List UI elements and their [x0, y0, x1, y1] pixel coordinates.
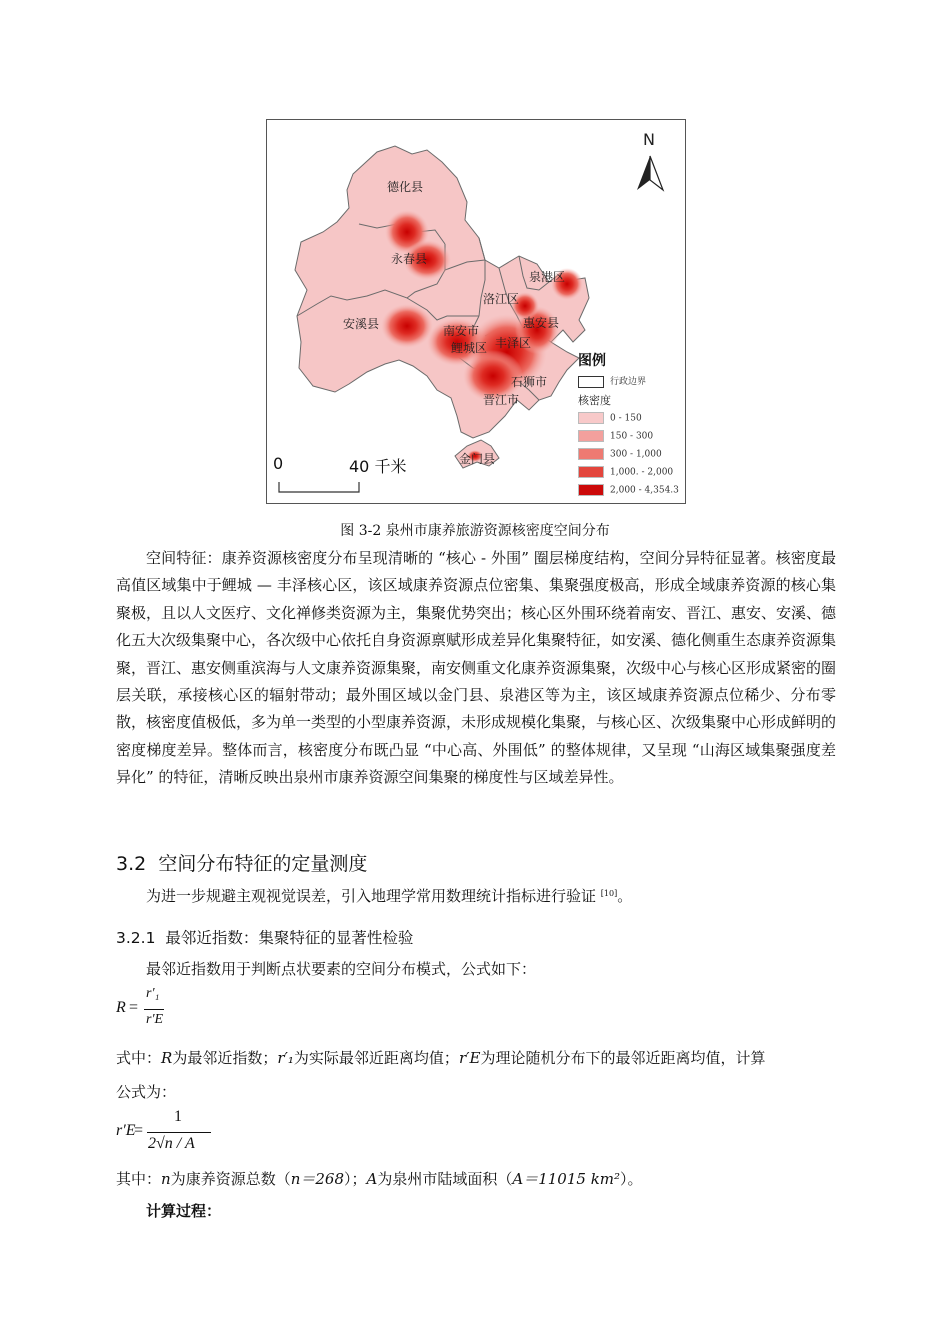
label-quangang: 泉港区 [529, 270, 566, 284]
subsection-number: 3.2.1 [116, 929, 156, 947]
calculation-label: 计算过程： [146, 1202, 222, 1220]
formula-explanation-1: 式中：R为最邻近指数；r′₁为实际最邻近距离均值；r′E为理论随机分布下的最邻近距离均值，计算 [116, 1049, 766, 1067]
label-shishi: 石狮市 [511, 375, 548, 389]
label-yongchun: 永春县 [391, 252, 428, 266]
swatch-1 [578, 412, 604, 424]
legend-class-1: 0 - 150 [578, 412, 642, 424]
boundary-swatch [578, 376, 604, 388]
label-huian: 惠安县 [523, 316, 560, 330]
formula-explanation-1b: 公式为： [116, 1083, 177, 1101]
section-heading [116, 849, 367, 876]
swatch-5 [578, 484, 604, 496]
swatch-2 [578, 430, 604, 442]
label-fengze: 丰泽区 [495, 336, 532, 350]
legend-density-title: 核密度 [578, 394, 611, 407]
label-anxi: 安溪县 [343, 317, 380, 331]
citation: [10] [600, 889, 618, 898]
paragraph-nni: 最邻近指数用于判断点状要素的空间分布模式，公式如下： [146, 960, 537, 978]
scale-value: 40 千米 [349, 457, 407, 476]
scale-zero: 0 [273, 454, 284, 473]
legend-class-2: 150 - 300 [578, 430, 653, 442]
label-dehua: 德化县 [387, 180, 424, 194]
legend-class-3: 300 - 1,000 [578, 448, 662, 460]
section-title: 空间分布特征的定量测度 [158, 853, 368, 875]
label-jinmen: 金门县 [459, 452, 496, 466]
label-jinjiang: 晋江市 [483, 393, 520, 407]
north-label: N [643, 130, 655, 149]
label-licheng: 鲤城区 [451, 341, 488, 355]
formula-explanation-2: 其中：n为康养资源总数（n＝268）；A为泉州市陆域面积（A＝11015 km²）。 [116, 1170, 643, 1188]
quanzhou-landmass [295, 146, 589, 438]
legend-class-4: 1,000. - 2,000 [578, 466, 673, 478]
section-number: 3.2 [116, 853, 147, 875]
legend-title: 图例 [578, 353, 606, 369]
subsection-heading [116, 926, 413, 948]
swatch-4 [578, 466, 604, 478]
paragraph-spatial-features: 空间特征：康养资源核密度分布呈现清晰的 “核心 - 外围” 圈层梯度结构，空间分异特征显著。核密度最高值区域集中于鲤城 — 丰泽核心区，该区域康养资源点位密集、集聚强度极高，形成全域康养资源的核心集聚极，且以人文医疗、文化禅修类资源为主，集聚优势突出；核心区外围环绕着南安、晋江、惠安、安溪、德化五大次级集聚中心，各次级中心依托自身资源禀赋形成差异化集聚特征，如安溪、德化侧重生态康养资源集聚，晋江、惠安侧重滨海与人文康养资源集聚，南安侧重文化康养资源集聚，次级中心与核心区形成紧密的圈层关联，承接核心区的辐射带动；最外围区域以金门县、泉港区等为主，该区域康养资源点位稀少、分布零散，核密度值极低，多为单一类型的小型康养资源，未形成规模化集聚，与核心区、次级集聚中心形成鲜明的密度梯度差异。整体而言，核密度分布既凸显 “中心高、外围低” 的整体规律，又呈现 “山海区域集聚强度差异化” 的特征，清晰反映出泉州市康养资源空间集聚的梯度性与区域差异性。 [116, 549, 837, 787]
figure-caption: 图 3-2 泉州市康养旅游资源核密度空间分布 [340, 523, 610, 539]
north-arrow-icon [637, 156, 663, 190]
kernel-density-map [266, 119, 686, 504]
swatch-3 [578, 448, 604, 460]
label-luojiang: 洛江区 [483, 292, 520, 306]
legend-class-5: 2,000 - 4,354.3 [578, 484, 679, 496]
scale-bar [279, 482, 359, 492]
paragraph-intro: 为进一步规避主观视觉误差，引入地理学常用数理统计指标进行验证 [10]。 [146, 887, 633, 905]
subsection-title: 最邻近指数：集聚特征的显著性检验 [165, 929, 414, 947]
label-nanan: 南安市 [443, 324, 480, 338]
legend-boundary: 行政边界 [578, 374, 646, 388]
map-graphic [267, 120, 686, 504]
